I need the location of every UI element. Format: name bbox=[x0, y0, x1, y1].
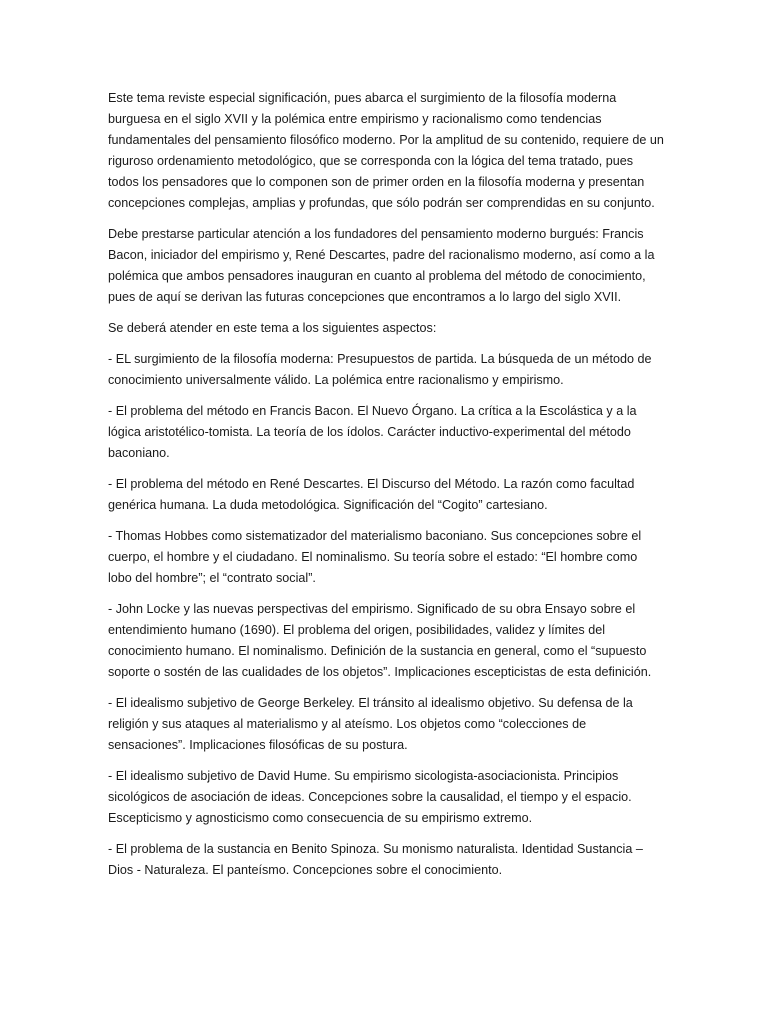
list-item: - John Locke y las nuevas perspectivas del empirismo. Significado de su obra Ensayo sobre el entendimiento humano (1690). El problema del origen, posibilidades, validez y límites del conocimiento humano. El nominalismo. Definición de la sustancia en general, como el “supuesto soporte o sostén de las cualidades de los objetos”. Implicaciones escepticistas de esta definición. bbox=[108, 602, 652, 679]
list-item: - El idealismo subjetivo de George Berkeley. El tránsito al idealismo objetivo. Su defensa de la religión y sus ataques al materialismo y al ateísmo. Los objetos como “colecciones de sensaciones”. Implicaciones filosóficas de su postura. bbox=[108, 696, 633, 752]
list-item: - EL surgimiento de la filosofía moderna: Presupuestos de partida. La búsqueda de un método de conocimiento universalmente válido. La polémica entre racionalismo y empirismo. bbox=[108, 352, 652, 387]
list-item: - El problema del método en Francis Bacon. El Nuevo Órgano. La crítica a la Escolástica y a la lógica aristotélico-tomista. La teoría de los ídolos. Carácter inductivo-experimental del método baconiano. bbox=[108, 404, 637, 460]
list-item: - El idealismo subjetivo de David Hume. Su empirismo sicologista-asociacionista. Principios sicológicos de asociación de ideas. Concepciones sobre la causalidad, el tiempo y el espacio. Escepticismo y agnosticismo como consecuencia de su empirismo extremo. bbox=[108, 769, 632, 825]
aspects-heading: Se deberá atender en este tema a los siguientes aspectos: bbox=[108, 321, 437, 335]
list-item: - El problema del método en René Descartes. El Discurso del Método. La razón como facultad genérica humana. La duda metodológica. Significación del “Cogito” cartesiano. bbox=[108, 477, 635, 512]
intro-paragraph: Este tema reviste especial significación, pues abarca el surgimiento de la filosofía moderna burguesa en el siglo XVII y la polémica entre empirismo y racionalismo como tendencias fundamentales del pensamiento filosófico moderno. Por la amplitud de su contenido, requiere de un riguroso ordenamiento metodológico, que se corresponda con la lógica del tema tratado, pues todos los pensadores que lo componen son de primer orden en la filosofía moderna y presentan concepciones complejas, amplias y profundas, que sólo podrán ser comprendidas en su conjunto. bbox=[108, 91, 664, 210]
founders-paragraph: Debe prestarse particular atención a los fundadores del pensamiento moderno burgués: Francis Bacon, iniciador del empirismo y, René Descartes, padre del racionalismo moderno, así como a la polémica que ambos pensadores inauguran en cuanto al problema del método de conocimiento, pues de aquí se derivan las futuras concepciones que encontramos a lo largo del siglo XVII. bbox=[108, 227, 655, 304]
list-item: - El problema de la sustancia en Benito Spinoza. Su monismo naturalista. Identidad Sustancia – Dios - Naturaleza. El panteísmo. Concepciones sobre el conocimiento. bbox=[108, 842, 643, 877]
document-page bbox=[108, 88, 664, 891]
list-item: - Thomas Hobbes como sistematizador del materialismo baconiano. Sus concepciones sobre el cuerpo, el hombre y el ciudadano. El nominalismo. Su teoría sobre el estado: “El hombre como lobo del hombre”; el “contrato social”. bbox=[108, 529, 642, 585]
